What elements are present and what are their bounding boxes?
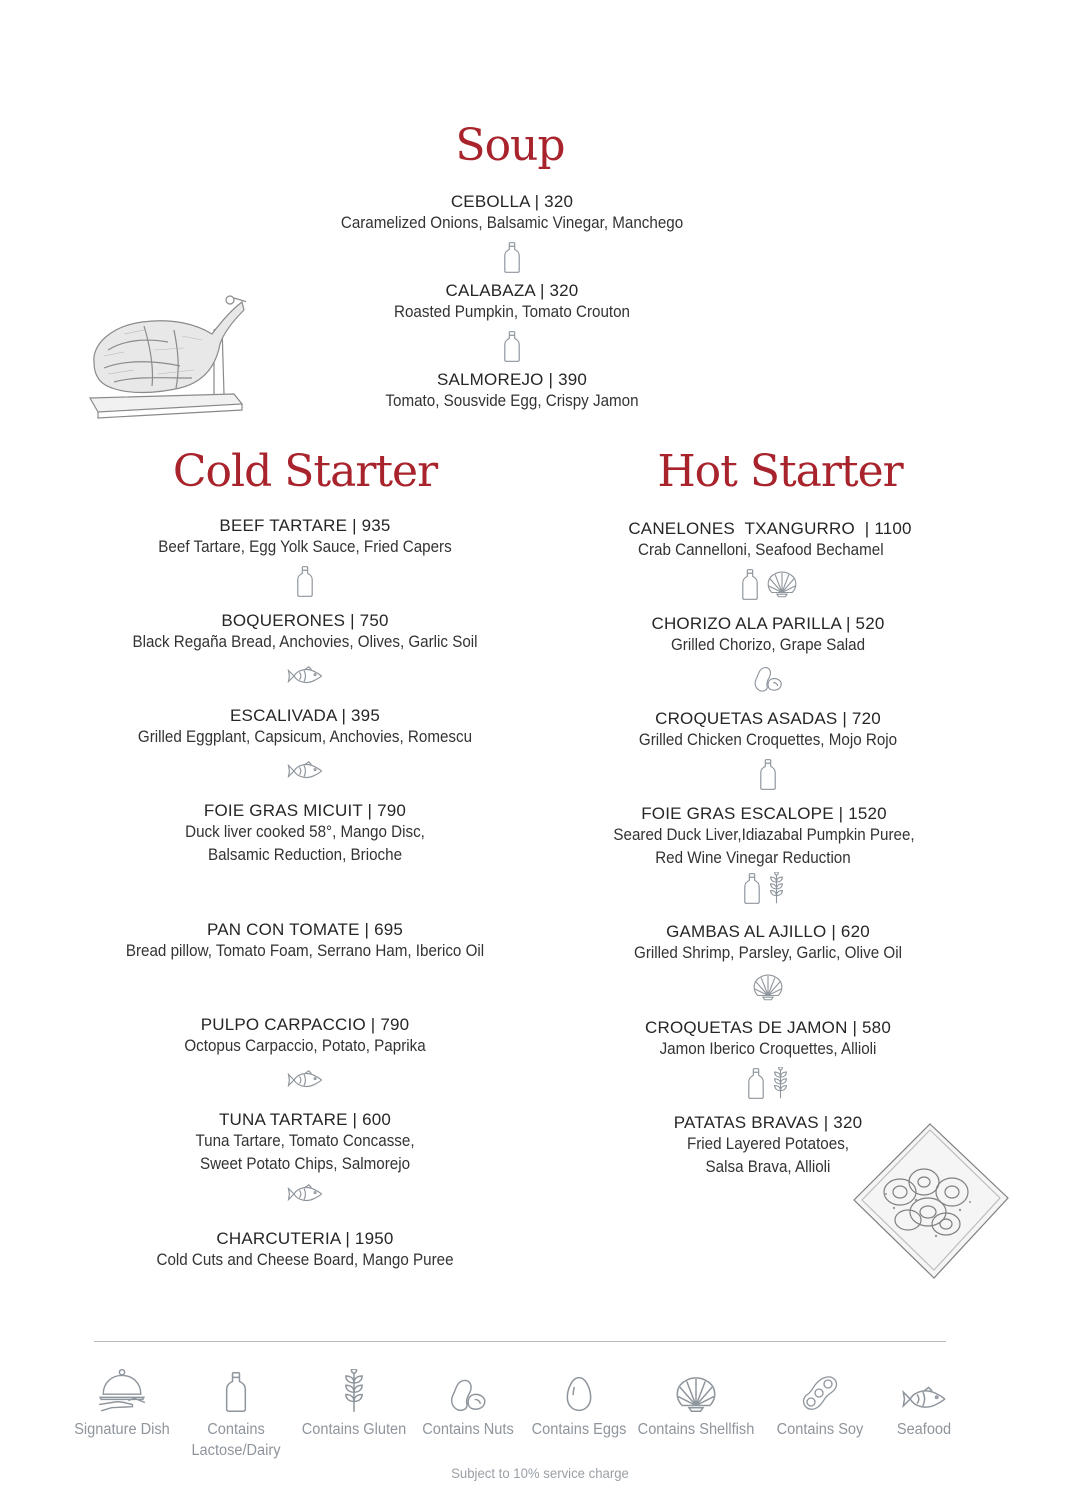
allergen-icons bbox=[518, 1065, 1018, 1101]
item-description: Black Regaña Bread, Anchovies, Olives, Garlic Soil bbox=[132, 633, 478, 651]
legend-label: Contains Gluten bbox=[301, 1421, 407, 1438]
legend-signature-dish bbox=[62, 1362, 182, 1439]
allergen-icons bbox=[530, 566, 1010, 602]
legend-label: Contains Shellfish bbox=[637, 1421, 755, 1438]
item-description: Grilled Chicken Croquettes, Mojo Rojo bbox=[638, 731, 898, 749]
legend-label: Seafood bbox=[896, 1421, 952, 1438]
menu-item-croquetas-de-jamon bbox=[518, 1018, 1018, 1101]
item-description-line2: Sweet Potato Chips, Salmorejo bbox=[199, 1155, 411, 1173]
item-name: FOIE GRAS MICUIT | 790 bbox=[203, 801, 407, 820]
service-charge-note: Subject to 10% service charge bbox=[451, 1465, 629, 1481]
item-name: SALMOREJO | 390 bbox=[436, 370, 588, 389]
item-description: Grilled Eggplant, Capsicum, Anchovies, Romescu bbox=[137, 728, 473, 746]
allergen-icons bbox=[262, 328, 762, 364]
seafood-icon bbox=[286, 1069, 324, 1091]
allergen-icons bbox=[55, 1176, 555, 1212]
item-name: CROQUETAS ASADAS | 720 bbox=[655, 709, 881, 728]
menu-item-cebolla bbox=[262, 192, 762, 275]
menu-item-pulpo-carpaccio bbox=[55, 1015, 555, 1098]
item-name: CANELONES TXANGURRO | 1100 bbox=[628, 519, 912, 538]
shellfish-icon bbox=[673, 1375, 719, 1418]
item-description: Beef Tartare, Egg Yolk Sauce, Fried Capers bbox=[158, 538, 452, 556]
menu-item-foie-gras-micuit bbox=[55, 801, 555, 867]
seafood-icon bbox=[901, 1385, 947, 1418]
legend-label: Contains Soy bbox=[776, 1421, 864, 1438]
dairy-icon bbox=[503, 330, 521, 363]
item-name: PULPO CARPACCIO | 790 bbox=[200, 1015, 410, 1034]
item-description: Grilled Chorizo, Grape Salad bbox=[670, 636, 866, 654]
patatas-bravas-illustration bbox=[850, 1120, 1012, 1282]
soy-icon bbox=[800, 1373, 840, 1418]
dairy-icon bbox=[224, 1371, 248, 1418]
allergen-icons bbox=[55, 563, 555, 599]
item-description: Roasted Pumpkin, Tomato Crouton bbox=[394, 303, 630, 321]
legend-gluten bbox=[294, 1362, 414, 1439]
seafood-icon bbox=[286, 665, 324, 687]
legend-eggs bbox=[519, 1362, 639, 1439]
cold-starter-title: Cold Starter bbox=[172, 446, 438, 497]
shellfish-icon bbox=[765, 570, 799, 598]
seafood-icon bbox=[286, 1183, 324, 1205]
dairy-icon bbox=[296, 565, 314, 598]
item-description: Fried Layered Potatoes, bbox=[686, 1135, 850, 1153]
item-description-line2: Salsa Brava, Allioli bbox=[705, 1158, 831, 1176]
menu-item-calabaza bbox=[262, 281, 762, 364]
menu-item-beef-tartare bbox=[55, 516, 555, 599]
item-name: PAN CON TOMATE | 695 bbox=[206, 920, 404, 939]
dairy-icon bbox=[759, 758, 777, 791]
item-description: Cold Cuts and Cheese Board, Mango Puree bbox=[156, 1251, 454, 1269]
legend-dairy bbox=[176, 1362, 296, 1460]
dairy-icon bbox=[747, 1067, 765, 1100]
eggs-icon bbox=[565, 1375, 593, 1418]
item-description-line2: Balsamic Reduction, Brioche bbox=[207, 846, 403, 864]
allergen-icons bbox=[518, 661, 1018, 697]
allergen-icons bbox=[55, 658, 555, 694]
dairy-icon bbox=[503, 241, 521, 274]
gluten-icon bbox=[341, 1369, 367, 1418]
legend-shellfish bbox=[631, 1362, 761, 1439]
shellfish-icon bbox=[751, 973, 785, 1001]
item-name: BEEF TARTARE | 935 bbox=[219, 516, 391, 535]
allergen-icons bbox=[55, 1062, 555, 1098]
item-description: Seared Duck Liver,Idiazabal Pumpkin Puree, bbox=[613, 826, 915, 844]
allergen-legend bbox=[0, 1362, 1080, 1462]
allergen-icons bbox=[518, 756, 1018, 792]
menu-item-pan-con-tomate bbox=[55, 920, 555, 963]
item-description: Octopus Carpaccio, Potato, Paprika bbox=[184, 1037, 426, 1055]
gluten-icon bbox=[767, 872, 786, 904]
legend-label: Signature Dish bbox=[74, 1421, 170, 1438]
soup-title: Soup bbox=[455, 120, 565, 171]
legend-divider bbox=[94, 1341, 946, 1342]
item-name: CROQUETAS DE JAMON | 580 bbox=[644, 1018, 891, 1037]
menu-item-chorizo-ala-parilla bbox=[518, 614, 1018, 697]
menu-item-salmorejo bbox=[262, 370, 762, 413]
allergen-icons bbox=[262, 239, 762, 275]
menu-item-escalivada bbox=[55, 706, 555, 789]
menu-item-tuna-tartare bbox=[55, 1110, 555, 1212]
legend-soy bbox=[760, 1362, 880, 1439]
item-name: CHORIZO ALA PARILLA | 520 bbox=[651, 614, 885, 633]
item-name: GAMBAS AL AJILLO | 620 bbox=[666, 922, 870, 941]
item-description: Tomato, Sousvide Egg, Crispy Jamon bbox=[385, 392, 639, 410]
item-description: Tuna Tartare, Tomato Concasse, bbox=[195, 1132, 415, 1150]
item-description: Jamon Iberico Croquettes, Allioli bbox=[659, 1040, 877, 1058]
item-description-line2: Red Wine Vinegar Reduction bbox=[655, 849, 851, 867]
item-description: Duck liver cooked 58°, Mango Disc, bbox=[185, 823, 425, 841]
item-description: Grilled Shrimp, Parsley, Garlic, Olive Oil bbox=[634, 944, 902, 962]
signature-dish-icon bbox=[97, 1367, 147, 1418]
dairy-icon bbox=[741, 568, 759, 601]
item-name: ESCALIVADA | 395 bbox=[230, 706, 380, 725]
menu-item-gambas-al-ajillo bbox=[518, 922, 1018, 1005]
item-name: FOIE GRAS ESCALOPE | 1520 bbox=[641, 804, 887, 823]
legend-label: Contains Eggs bbox=[531, 1421, 627, 1438]
menu-item-charcuteria bbox=[55, 1229, 555, 1272]
legend-label-line2: Lactose/Dairy bbox=[191, 1442, 281, 1459]
item-name: CALABAZA | 320 bbox=[445, 281, 579, 300]
seafood-icon bbox=[286, 760, 324, 782]
item-name: TUNA TARTARE | 600 bbox=[218, 1110, 392, 1129]
menu-item-foie-gras-escalope bbox=[514, 804, 1014, 906]
legend-label: Contains Nuts bbox=[422, 1421, 514, 1438]
legend-seafood bbox=[864, 1362, 984, 1439]
item-name: BOQUERONES | 750 bbox=[221, 611, 389, 630]
item-name: CHARCUTERIA | 1950 bbox=[216, 1229, 394, 1248]
menu-item-canelones-txangurro bbox=[530, 519, 1010, 602]
legend-label: Contains bbox=[207, 1421, 265, 1438]
menu-item-croquetas-asadas bbox=[518, 709, 1018, 792]
menu-item-boquerones bbox=[55, 611, 555, 694]
item-description: Bread pillow, Tomato Foam, Serrano Ham, Iberico Oil bbox=[125, 942, 485, 960]
allergen-icons bbox=[514, 870, 1014, 906]
gluten-icon bbox=[771, 1067, 790, 1099]
allergen-icons bbox=[55, 753, 555, 789]
hot-starter-title: Hot Starter bbox=[657, 446, 903, 497]
nuts-icon bbox=[448, 1377, 488, 1418]
dairy-icon bbox=[743, 872, 761, 905]
item-description: Crab Cannelloni, Seafood Bechamel bbox=[638, 541, 884, 559]
jamon-illustration bbox=[84, 290, 246, 420]
legend-nuts bbox=[408, 1362, 528, 1439]
allergen-icons bbox=[518, 969, 1018, 1005]
item-name: PATATAS BRAVAS | 320 bbox=[673, 1113, 863, 1132]
nuts-icon bbox=[752, 665, 784, 693]
item-name: CEBOLLA | 320 bbox=[450, 192, 574, 211]
item-description: Caramelized Onions, Balsamic Vinegar, Manchego bbox=[340, 214, 684, 232]
